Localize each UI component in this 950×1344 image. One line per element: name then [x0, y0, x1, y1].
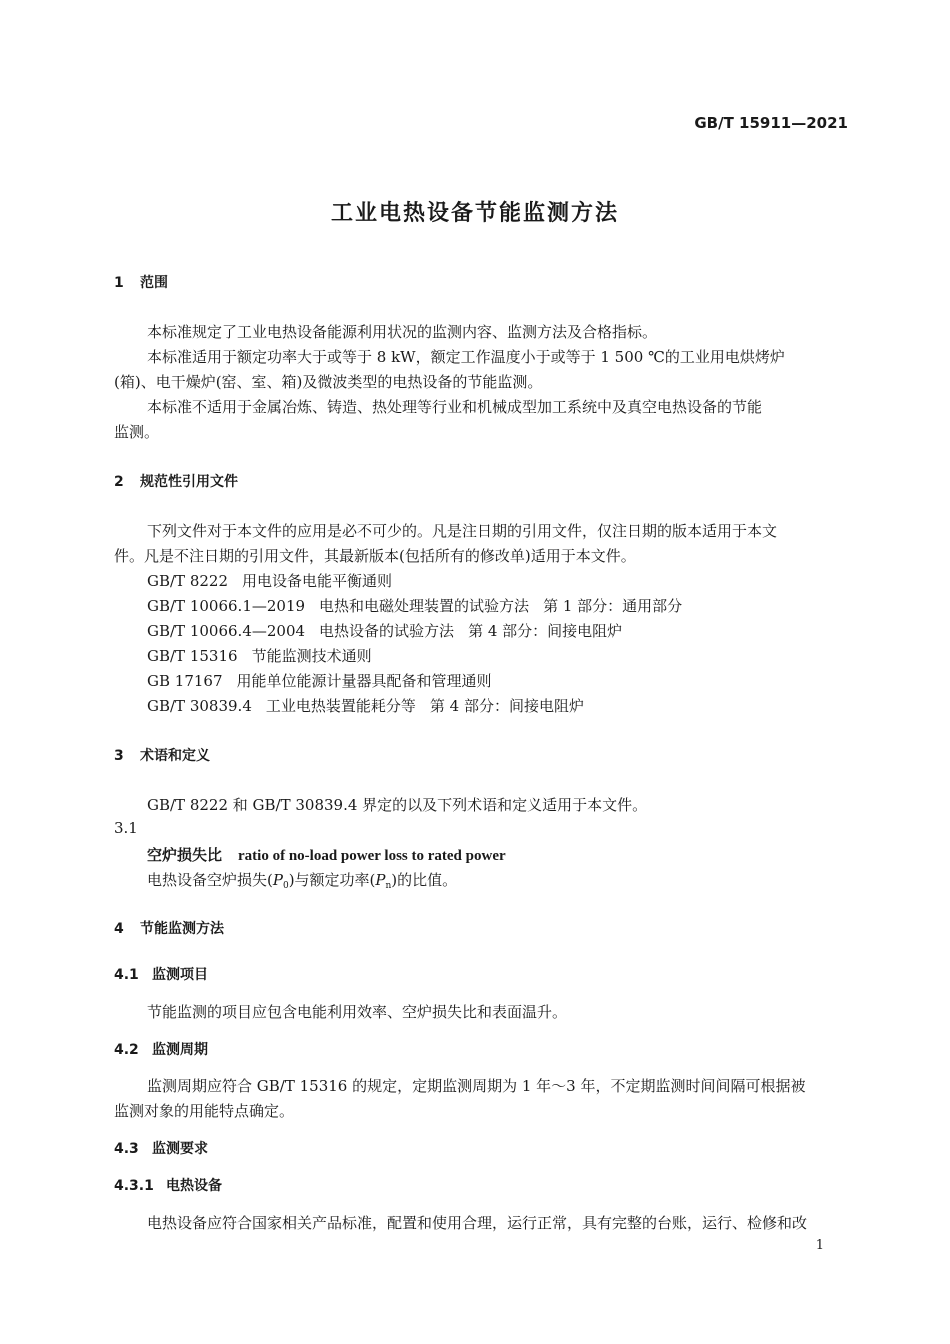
- subsection-title: 监测周期: [152, 1042, 208, 1058]
- subsection-number: 4.3.1: [114, 1178, 154, 1194]
- reference-item: [147, 695, 584, 716]
- term-chinese: 空炉损失比: [147, 846, 223, 864]
- section-title: 术语和定义: [140, 748, 210, 764]
- subsection-4-2-heading: [114, 1039, 208, 1059]
- paragraph-line: (箱)、电干燥炉(窑、室、箱)及微波类型的电热设备的节能监测。: [114, 373, 543, 391]
- reference-part: 第 1 部分：通用部分: [543, 597, 683, 615]
- subsection-number: 4.1: [114, 967, 139, 983]
- section-number: 2: [114, 474, 124, 490]
- page-number: 1: [815, 1238, 824, 1253]
- standard-code: GB/T 15911—2021: [694, 114, 848, 132]
- section-title: 节能监测方法: [140, 921, 224, 937]
- paragraph-line: 本标准不适用于金属冶炼、铸造、热处理等行业和机械成型加工系统中及真空电热设备的节能: [147, 398, 763, 416]
- reference-item: [147, 645, 372, 666]
- term-definition: [147, 869, 457, 891]
- reference-name: 用电设备电能平衡通则: [242, 572, 393, 590]
- paragraph: GB/T 8222 和 GB/T 30839.4 界定的以及下列术语和定义适用于本文件。: [147, 796, 648, 814]
- term-heading: [147, 844, 506, 865]
- subsection-4-3-1-heading: [114, 1175, 222, 1195]
- paragraph-line: 件。凡是不注日期的引用文件，其最新版本(包括所有的修改单)适用于本文件。: [114, 547, 636, 565]
- subsection-4-3-heading: [114, 1138, 208, 1158]
- reference-name: 电热设备的试验方法: [319, 622, 455, 640]
- reference-item: [147, 620, 622, 641]
- reference-code: GB/T 10066.1—2019: [147, 597, 306, 615]
- section-number: 1: [114, 275, 124, 291]
- reference-part: 第 4 部分：间接电阻炉: [429, 697, 584, 715]
- subsection-number: 4.2: [114, 1042, 139, 1058]
- paragraph-line: 电热设备应符合国家相关产品标准，配置和使用合理，运行正常，具有完整的台账，运行、检修和改: [147, 1214, 808, 1232]
- section-4-heading: [114, 918, 224, 938]
- paragraph-line: 下列文件对于本文件的应用是必不可少的。凡是注日期的引用文件，仅注日期的版本适用于本文: [147, 522, 778, 540]
- definition-text: 电热设备空炉损失(: [147, 871, 273, 889]
- reference-item: [147, 670, 492, 691]
- reference-code: GB/T 15316: [147, 647, 238, 665]
- definition-text: )与额定功率(: [288, 871, 376, 889]
- subsection-number: 4.3: [114, 1141, 139, 1157]
- section-title: 规范性引用文件: [140, 474, 238, 490]
- term-number: 3.1: [114, 819, 138, 837]
- paragraph: 本标准规定了工业电热设备能源利用状况的监测内容、监测方法及合格指标。: [147, 323, 658, 341]
- term-english: ratio of no-load power loss to rated power: [238, 848, 506, 864]
- reference-name: 节能监测技术通则: [251, 647, 372, 665]
- section-2-heading: [114, 471, 238, 491]
- reference-name: 工业电热装置能耗分等: [265, 697, 416, 715]
- section-3-heading: [114, 745, 210, 765]
- reference-name: 电热和电磁处理装置的试验方法: [319, 597, 530, 615]
- paragraph-line: 本标准适用于额定功率大于或等于 8 kW，额定工作温度小于或等于 1 500 ℃的工业用电烘烤炉: [147, 348, 785, 366]
- reference-code: GB/T 8222: [147, 572, 229, 590]
- paragraph-line: 监测。: [114, 423, 160, 441]
- subsection-4-1-heading: [114, 964, 208, 984]
- paragraph-line: 监测对象的用能特点确定。: [114, 1102, 295, 1120]
- reference-item: [147, 570, 392, 591]
- section-number: 3: [114, 748, 124, 764]
- reference-part: 第 4 部分：间接电阻炉: [468, 622, 623, 640]
- section-1-heading: [114, 272, 168, 292]
- section-title: 范围: [140, 275, 168, 291]
- reference-code: GB/T 10066.4—2004: [147, 622, 306, 640]
- symbol-p: P: [272, 871, 283, 889]
- paragraph-line: 监测周期应符合 GB/T 15316 的规定，定期监测周期为 1 年～3 年，不定期监测时间间隔可根据被: [147, 1077, 806, 1095]
- definition-text: )的比值。: [391, 871, 458, 889]
- reference-code: GB/T 30839.4: [147, 697, 252, 715]
- reference-item: [147, 595, 682, 616]
- subsection-title: 监测项目: [152, 967, 208, 983]
- subsection-title: 监测要求: [152, 1141, 208, 1157]
- reference-code: GB 17167: [147, 672, 223, 690]
- symbol-p: P: [375, 871, 386, 889]
- subscript: n: [385, 881, 392, 891]
- paragraph: 节能监测的项目应包含电能利用效率、空炉损失比和表面温升。: [147, 1003, 568, 1021]
- subscript: 0: [282, 881, 289, 891]
- subsection-title: 电热设备: [166, 1178, 222, 1194]
- reference-name: 用能单位能源计量器具配备和管理通则: [236, 672, 492, 690]
- document-title: 工业电热设备节能监测方法: [330, 201, 619, 226]
- section-number: 4: [114, 921, 124, 937]
